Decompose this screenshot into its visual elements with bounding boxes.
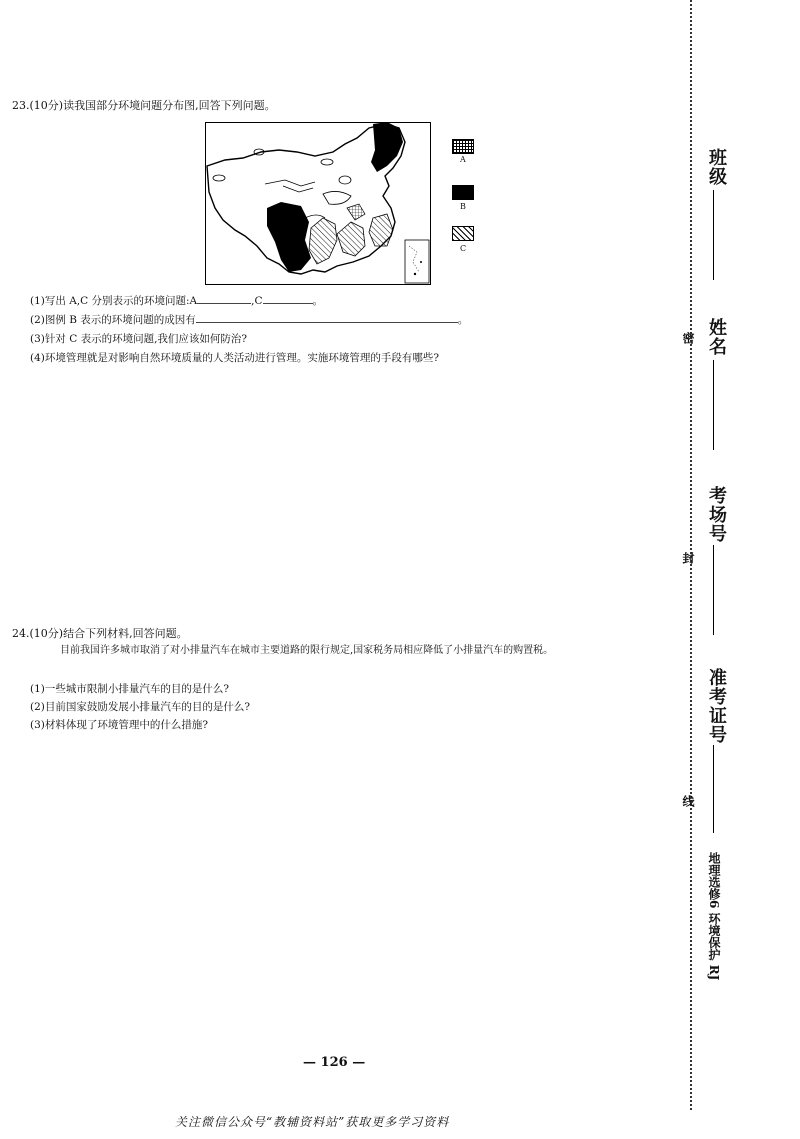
q23-sub2 xyxy=(30,312,468,327)
q23-sub4: (4)环境管理就是对影响自然环境质量的人类活动进行管理。实施环境管理的手段有哪些? xyxy=(30,352,440,364)
q23-answer-a-blank[interactable] xyxy=(197,293,251,304)
q24-title: 24.(10分)结合下列材料,回答问题。 xyxy=(12,627,188,640)
legend-b-label: B xyxy=(460,202,466,211)
q23-sub1-end: 。 xyxy=(312,295,323,307)
q23-sub1-prefix: (1)写出 A,C 分别表示的环境问题:A xyxy=(30,295,198,307)
seal-mark-mi: 密 xyxy=(681,332,695,344)
class-label: 班级 xyxy=(706,148,727,186)
seal-mark-xian: 线 xyxy=(681,795,695,807)
q23-sub2-end: 。 xyxy=(457,314,469,326)
legend-b-swatch xyxy=(452,185,474,200)
q24-sub3: (3)材料体现了环境管理中的什么措施? xyxy=(30,719,209,731)
q23-sub3: (3)针对 C 表示的环境问题,我们应该如何防治? xyxy=(30,333,248,345)
bottom-promo-note: 关注微信公众号“教辅资料站”获取更多学习资料 xyxy=(175,1115,450,1129)
q23-answer-c-blank[interactable] xyxy=(263,293,313,304)
class-write-line[interactable] xyxy=(713,190,714,280)
exam-id-label: 准考证号 xyxy=(706,668,727,744)
china-map-figure xyxy=(205,122,431,285)
q24-material: 目前我国许多城市取消了对小排量汽车在城市主要道路的限行规定,国家税务局相应降低了小排量汽车的购置税。 xyxy=(60,645,554,656)
name-write-line[interactable] xyxy=(713,360,714,450)
q23-title: 23.(10分)读我国部分环境问题分布图,回答下列问题。 xyxy=(12,99,276,112)
environment-map xyxy=(205,122,431,285)
legend-c-swatch xyxy=(452,226,474,241)
seal-mark-feng: 封 xyxy=(681,552,695,564)
q24-sub2: (2)目前国家鼓励发展小排量汽车的目的是什么? xyxy=(30,701,251,713)
exam-id-write-line[interactable] xyxy=(713,745,714,833)
q23-sub2-prefix: (2)图例 B 表示的环境问题的成因有 xyxy=(30,314,196,326)
page-number: — 126 — xyxy=(303,1055,366,1070)
q24-sub1: (1)一些城市限制小排量汽车的目的是什么? xyxy=(30,683,230,695)
book-footer-label: 地理选修6 环境保护 RJ xyxy=(707,852,721,981)
legend-a-label: A xyxy=(460,155,466,164)
south-china-sea-inset xyxy=(405,240,429,283)
q23-answer-b-blank[interactable] xyxy=(196,312,458,323)
q23-sub1-mid: ,C xyxy=(251,295,263,307)
legend-a-swatch xyxy=(452,139,474,154)
legend-c-label: C xyxy=(460,244,467,253)
q23-sub1 xyxy=(30,293,323,308)
exam-room-label: 考场号 xyxy=(706,486,727,543)
name-label: 姓名 xyxy=(706,318,727,356)
exam-room-write-line[interactable] xyxy=(713,545,714,635)
